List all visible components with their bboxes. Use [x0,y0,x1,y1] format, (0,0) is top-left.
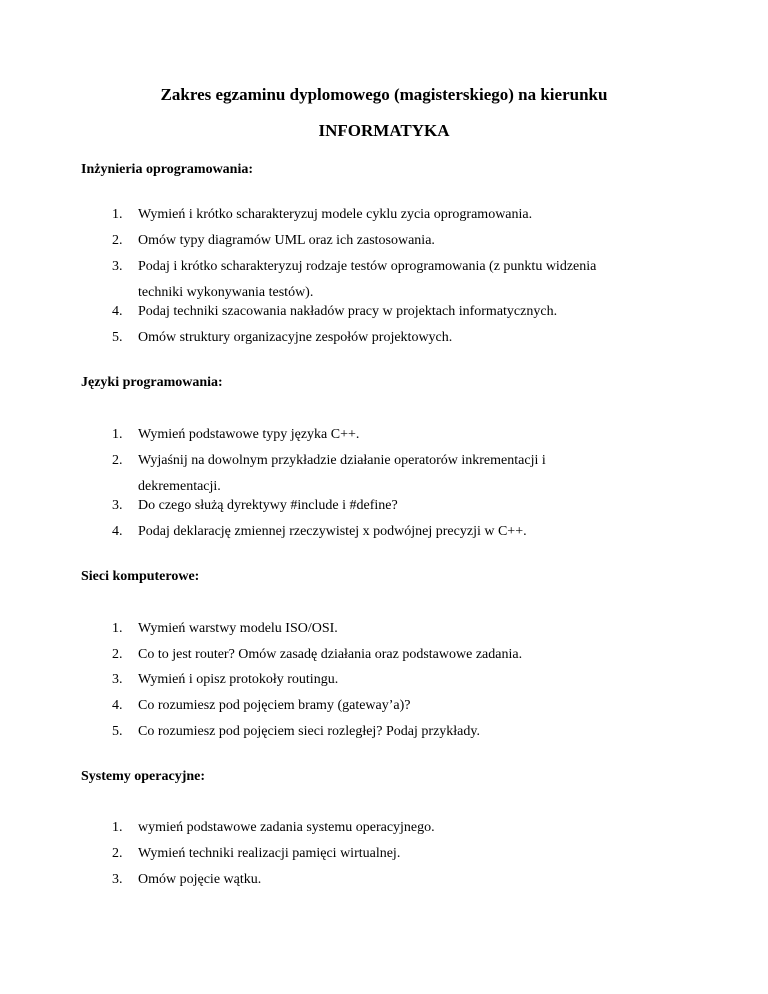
item-text: Wyjaśnij na dowolnym przykładzie działanie operatorów inkrementacji i [138,453,546,468]
item-text: Podaj i krótko scharakteryzuj rodzaje testów oprogramowania (z punktu widzenia [138,259,597,274]
list-item [112,871,672,889]
item-number: 1. [112,427,123,442]
item-number: 4. [112,698,123,713]
item-number: 2. [112,233,123,248]
item-number: 2. [112,647,123,662]
item-text: Co rozumiesz pod pojęciem bramy (gateway’a)? [138,698,411,713]
item-text: Co to jest router? Omów zasadę działania oraz podstawowe zadania. [138,647,523,662]
item-text: Omów struktury organizacyjne zespołów projektowych. [138,330,453,345]
list-item [112,646,672,664]
item-number: 5. [112,330,123,345]
list-item [112,697,672,715]
item-text: Wymień i krótko scharakteryzuj modele cyklu zycia oprogramowania. [138,207,533,222]
item-text: Podaj deklarację zmiennej rzeczywistej x podwójnej precyzji w C++. [138,524,527,539]
item-text: Wymień warstwy modelu ISO/OSI. [138,621,338,636]
item-text: Wymień podstawowe typy języka C++. [138,427,360,442]
item-text: Omów typy diagramów UML oraz ich zastosowania. [138,233,435,248]
item-text: Do czego służą dyrektywy #include i #define? [138,498,398,513]
item-text-continued: dekrementacji. [138,479,221,494]
item-text: Podaj techniki szacowania nakładów pracy w projektach informatycznych. [138,304,558,319]
item-number: 5. [112,724,123,739]
item-number: 1. [112,621,123,636]
list-item [112,819,672,837]
item-number: 4. [112,304,123,319]
item-text: Wymień techniki realizacji pamięci wirtualnej. [138,846,401,861]
list-item [112,206,672,224]
item-text-continued: techniki wykonywania testów). [138,285,314,300]
list-item [112,258,672,300]
item-number: 2. [112,846,123,861]
section-heading-computer-networks: Sieci komputerowe: [81,569,200,584]
item-number: 3. [112,672,123,687]
list-item [112,523,672,541]
list-item [112,329,672,347]
item-number: 3. [112,498,123,513]
list-item [112,497,672,515]
item-text: Wymień i opisz protokoły routingu. [138,672,339,687]
page-title: Zakres egzaminu dyplomowego (magisterskiego) na kierunku [160,85,608,104]
list-item [112,303,672,321]
item-text: Omów pojęcie wątku. [138,872,262,887]
list-item [112,452,672,494]
item-number: 1. [112,820,123,835]
item-number: 3. [112,872,123,887]
item-number: 4. [112,524,123,539]
item-number: 2. [112,453,123,468]
item-text: wymień podstawowe zadania systemu operacyjnego. [138,820,435,835]
list-item [112,620,672,638]
list-item [112,232,672,250]
item-number: 3. [112,259,123,274]
list-item [112,845,672,863]
section-heading-operating-systems: Systemy operacyjne: [81,769,206,784]
section-heading-programming-languages: Języki programowania: [81,375,223,390]
list-item [112,723,672,741]
item-number: 1. [112,207,123,222]
list-item [112,426,672,444]
list-item [112,671,672,689]
section-heading-software-engineering: Inżynieria oprogramowania: [81,162,254,177]
item-text: Co rozumiesz pod pojęciem sieci rozległej? Podaj przykłady. [138,724,480,739]
page-subtitle: INFORMATYKA [318,121,450,140]
